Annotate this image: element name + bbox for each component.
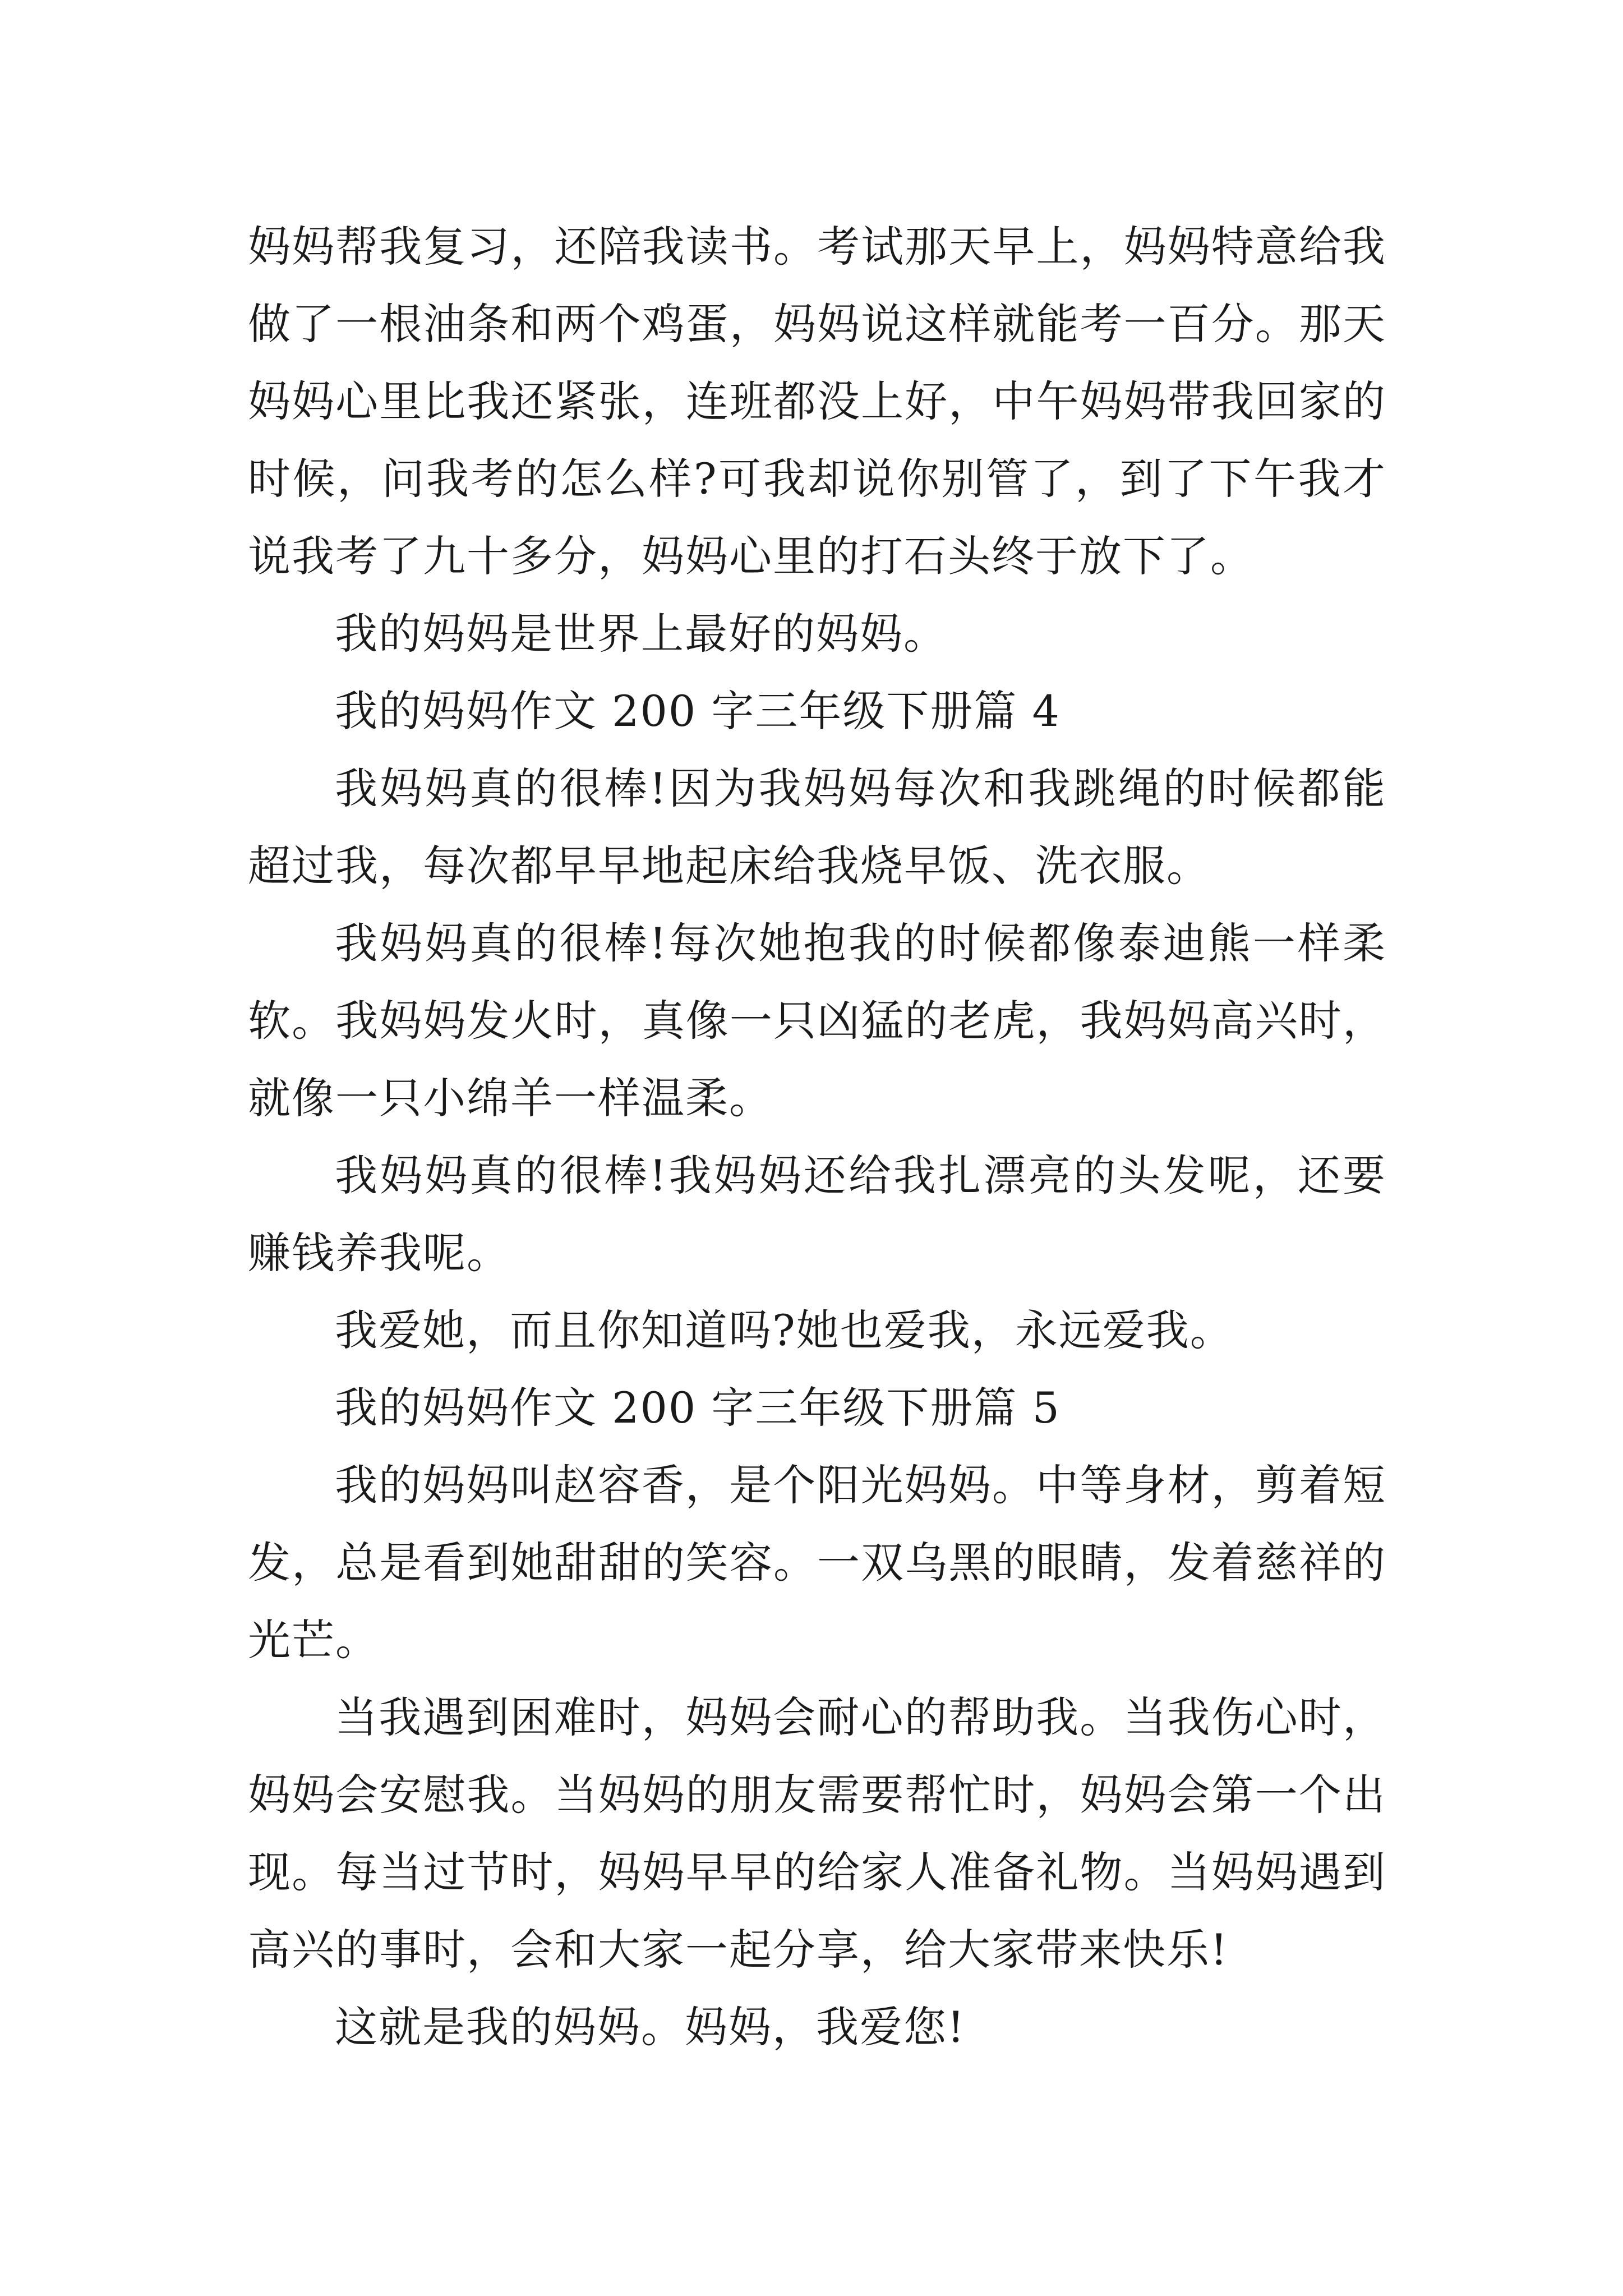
text-line: 超过我，每次都早早地起床给我烧早饭、洗衣服。 (248, 841, 1210, 891)
text-line: 软。我妈妈发火时，真像一只凶猛的老虎，我妈妈高兴时， (248, 996, 1386, 1046)
text-line: 做了一根油条和两个鸡蛋，妈妈说这样就能考一百分。那天 (248, 299, 1386, 349)
section-heading: 我的妈妈作文 200 字三年级下册篇 4 (335, 686, 1061, 736)
text-line: 妈妈心里比我还紧张，连班都没上好，中午妈妈带我回家的 (248, 376, 1386, 426)
text-line: 我妈妈真的很棒!因为我妈妈每次和我跳绳的时候都能 (335, 763, 1386, 813)
text-line: 光芒。 (248, 1615, 379, 1665)
text-line: 当我遇到困难时，妈妈会耐心的帮助我。当我伤心时， (335, 1692, 1386, 1742)
text-line: 妈妈帮我复习，还陪我读书。考试那天早上，妈妈特意给我 (248, 222, 1386, 272)
text-line: 我爱她，而且你知道吗?她也爱我，永远爱我。 (335, 1305, 1234, 1355)
text-line: 现。每当过节时，妈妈早早的给家人准备礼物。当妈妈遇到 (248, 1847, 1386, 1897)
text-line: 我妈妈真的很棒!我妈妈还给我扎漂亮的头发呢，还要 (335, 1151, 1386, 1200)
text-line: 我妈妈真的很棒!每次她抱我的时候都像泰迪熊一样柔 (335, 918, 1386, 968)
text-line: 我的妈妈是世界上最好的妈妈。 (335, 609, 947, 659)
section-heading: 我的妈妈作文 200 字三年级下册篇 5 (335, 1383, 1061, 1433)
text-line: 说我考了九十多分，妈妈心里的打石头终于放下了。 (248, 531, 1254, 581)
text-line: 时候，问我考的怎么样?可我却说你别管了，到了下午我才 (248, 454, 1386, 504)
text-line: 赚钱养我呢。 (248, 1228, 510, 1278)
text-line: 我的妈妈叫赵容香，是个阳光妈妈。中等身材，剪着短 (335, 1460, 1386, 1510)
text-line: 这就是我的妈妈。妈妈，我爱您! (335, 2002, 966, 2052)
text-line: 妈妈会安慰我。当妈妈的朋友需要帮忙时，妈妈会第一个出 (248, 1770, 1386, 1820)
text-line: 高兴的事时，会和大家一起分享，给大家带来快乐! (248, 1925, 1229, 1975)
text-line: 发，总是看到她甜甜的笑容。一双乌黑的眼睛，发着慈祥的 (248, 1538, 1386, 1588)
text-line: 就像一只小绵羊一样温柔。 (248, 1073, 773, 1123)
